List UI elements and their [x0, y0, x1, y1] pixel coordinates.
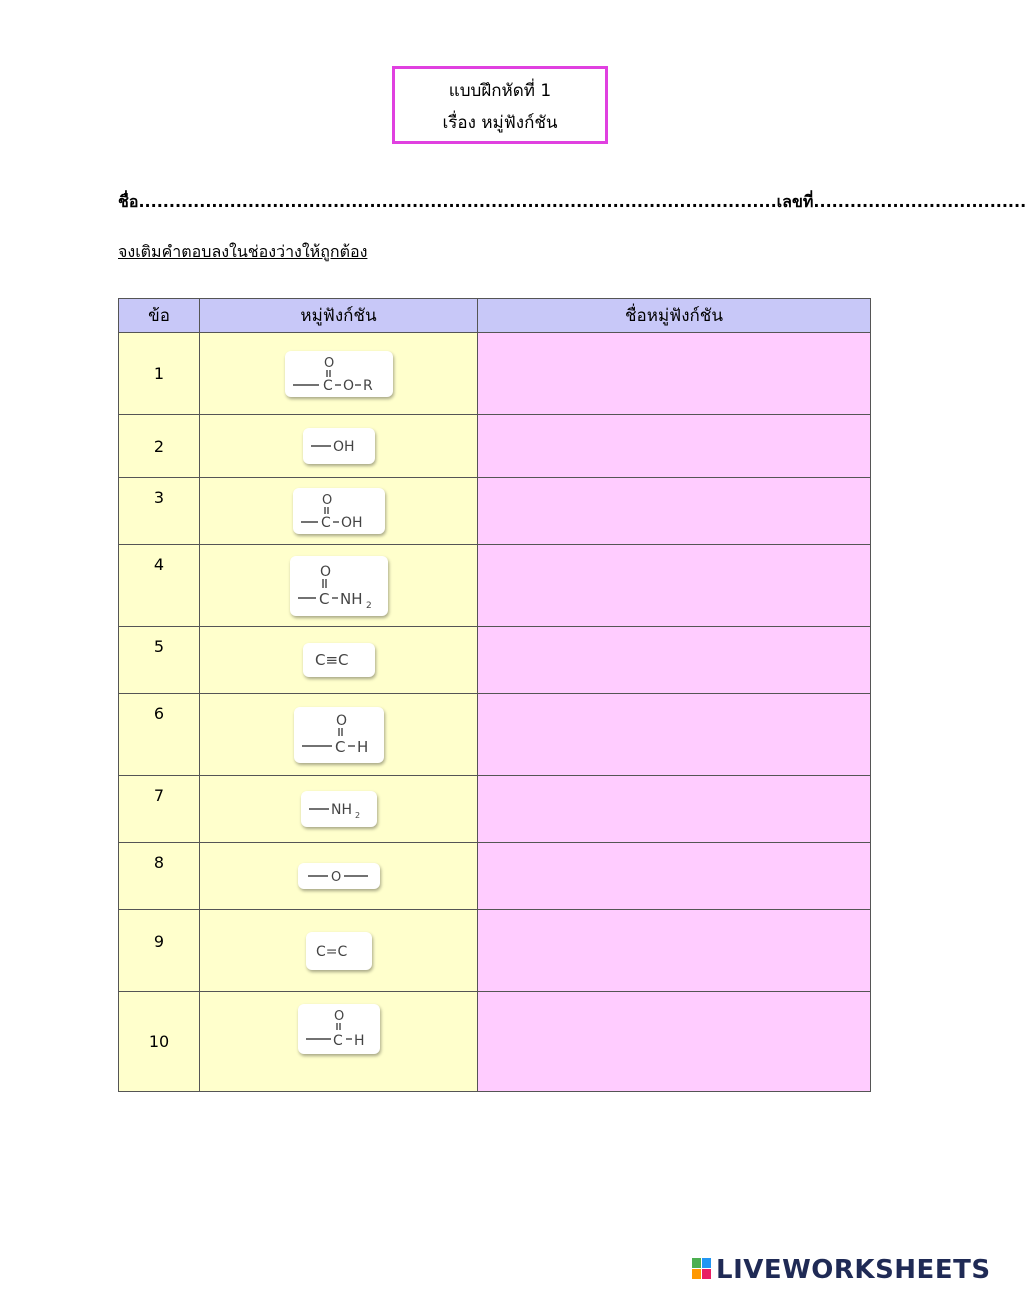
functional-group-cell	[200, 910, 478, 992]
answer-field[interactable]	[478, 545, 871, 627]
functional-group-cell	[200, 992, 478, 1092]
answer-field[interactable]	[478, 843, 871, 910]
row-number: 4	[119, 545, 200, 627]
svg-text:O: O	[323, 355, 334, 371]
answer-field[interactable]	[478, 415, 871, 478]
svg-text:C: C	[322, 377, 333, 394]
svg-text:O: O	[321, 493, 332, 508]
title-box	[392, 66, 608, 144]
amide-structure-image	[290, 556, 388, 616]
svg-text:C: C	[318, 589, 329, 608]
table-row	[119, 333, 871, 415]
table-row	[119, 776, 871, 843]
header-group-name: ชื่อหมู่ฟังก์ชัน	[478, 299, 871, 333]
svg-text:C: C	[334, 737, 345, 756]
liveworksheets-logo-icon	[692, 1258, 712, 1280]
functional-group-cell	[200, 843, 478, 910]
row-number: 2	[119, 415, 200, 478]
table-header-row	[119, 299, 871, 333]
header-number: ข้อ	[119, 299, 200, 333]
row-number: 1	[119, 333, 200, 415]
table-row	[119, 843, 871, 910]
svg-text:H: H	[353, 1033, 365, 1049]
table-row	[119, 694, 871, 776]
table-row	[119, 415, 871, 478]
name-number-line: ชื่อ.........................................................................................................เลขที่...................................	[118, 192, 1026, 211]
carboxyl-structure-image	[293, 488, 385, 534]
svg-text:H: H	[356, 737, 368, 756]
liveworksheets-brand[interactable]: LIVEWORKSHEETS	[716, 1255, 991, 1285]
table-row	[119, 478, 871, 545]
row-number: 3	[119, 478, 200, 545]
row-number: 5	[119, 627, 200, 694]
exercise-table	[118, 298, 871, 1092]
triple-bond-structure-image	[303, 643, 375, 677]
svg-text:NH: NH	[330, 802, 352, 818]
table-row	[119, 992, 871, 1092]
table-row	[119, 627, 871, 694]
svg-text:O: O	[330, 870, 341, 885]
row-number: 7	[119, 776, 200, 843]
functional-group-cell	[200, 627, 478, 694]
svg-text:C=C: C=C	[315, 943, 347, 960]
row-number: 8	[119, 843, 200, 910]
svg-text:R: R	[362, 377, 373, 394]
instruction: จงเติมคำตอบลงในช่องว่างให้ถูกต้อง	[118, 242, 368, 261]
svg-text:O: O	[333, 1009, 344, 1024]
worksheet-title: แบบฝึกหัดที่ 1	[448, 81, 552, 101]
answer-field[interactable]	[478, 910, 871, 992]
svg-text:C≡C: C≡C	[314, 651, 349, 669]
svg-text:O: O	[319, 563, 331, 580]
functional-group-cell	[200, 478, 478, 545]
worksheet-topic: เรื่อง หมู่ฟังก์ชัน	[442, 113, 558, 133]
amino-structure-image	[301, 791, 377, 827]
hydroxyl-structure-image	[303, 428, 375, 464]
ether-structure-image	[298, 863, 380, 889]
answer-field[interactable]	[478, 627, 871, 694]
header-functional-group: หมู่ฟังก์ชัน	[200, 299, 478, 333]
answer-field[interactable]	[478, 992, 871, 1092]
functional-group-cell	[200, 333, 478, 415]
svg-text:OH: OH	[332, 439, 355, 455]
svg-text:O: O	[335, 712, 347, 729]
aldehyde-structure-image	[294, 707, 384, 763]
row-number: 10	[119, 992, 200, 1092]
svg-text:C: C	[320, 515, 331, 531]
double-bond-structure-image	[306, 932, 372, 970]
svg-text:2: 2	[354, 811, 360, 820]
svg-text:2: 2	[365, 600, 372, 611]
functional-group-cell	[200, 776, 478, 843]
svg-text:OH: OH	[340, 515, 363, 531]
aldehyde-structure-image	[298, 1004, 380, 1054]
ester-structure-image	[285, 351, 393, 397]
svg-text:O: O	[342, 377, 354, 394]
functional-group-cell	[200, 694, 478, 776]
row-number: 9	[119, 910, 200, 992]
answer-field[interactable]	[478, 776, 871, 843]
row-number: 6	[119, 694, 200, 776]
functional-group-cell	[200, 545, 478, 627]
table-row	[119, 910, 871, 992]
svg-text:NH: NH	[339, 589, 362, 608]
table-row	[119, 545, 871, 627]
svg-text:C: C	[332, 1033, 343, 1049]
functional-group-cell	[200, 415, 478, 478]
answer-field[interactable]	[478, 694, 871, 776]
answer-field[interactable]	[478, 333, 871, 415]
answer-field[interactable]	[478, 478, 871, 545]
